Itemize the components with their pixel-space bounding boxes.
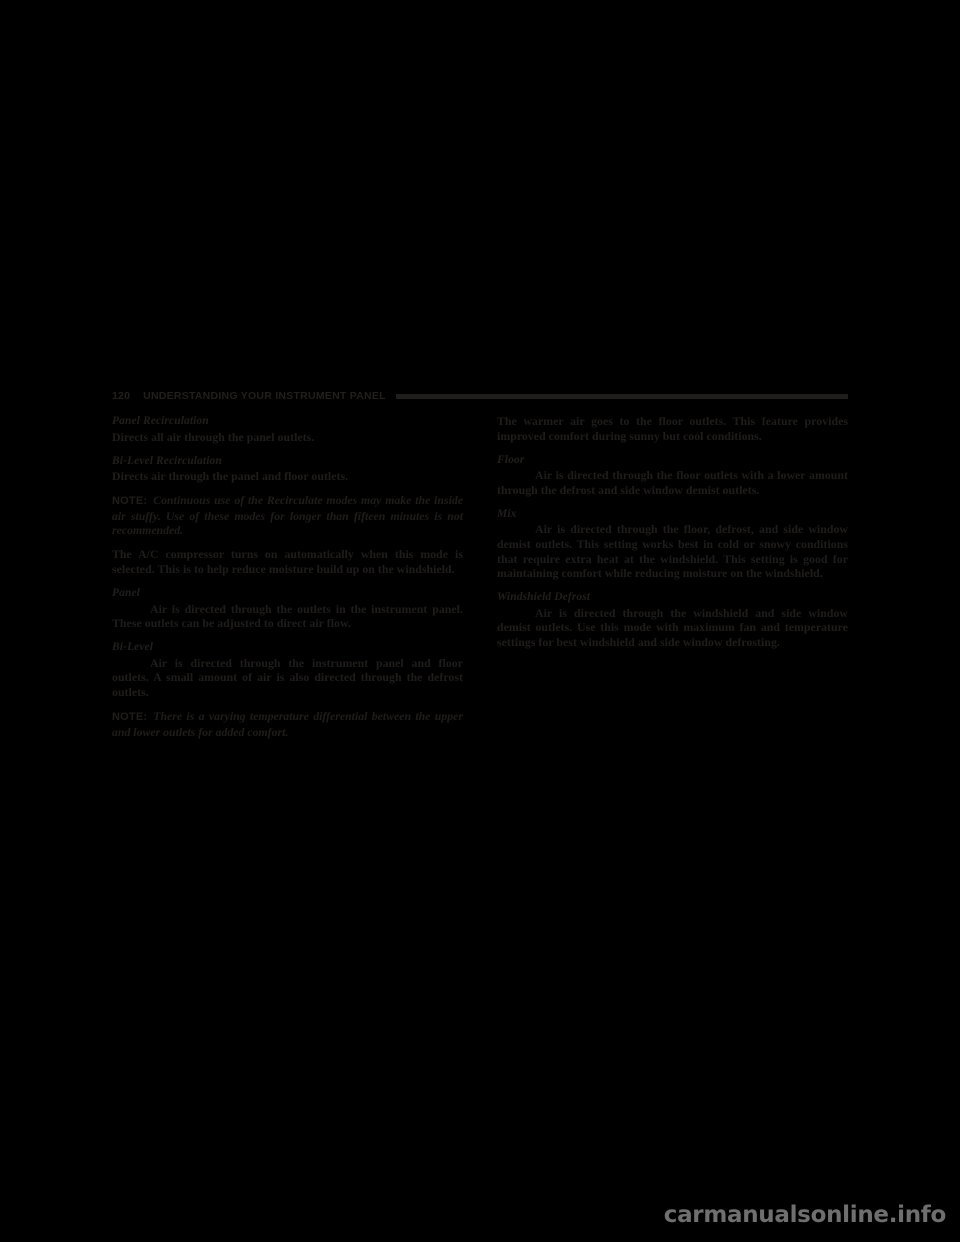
section-windshield-defrost xyxy=(497,590,848,649)
paragraph-warmer-air-block xyxy=(497,414,848,443)
paragraph-panel-recirculation: Directs all air through the panel outlets. xyxy=(112,429,315,444)
left-column xyxy=(112,414,463,739)
paragraph-bilevel-recirculation: Directs air through the panel and floor outlets. xyxy=(112,469,349,484)
section-bilevel xyxy=(112,640,463,699)
right-column xyxy=(497,414,848,739)
heading-mix: Mix xyxy=(497,507,517,520)
note-body: There is a varying temperature differential between the upper and lower outlets for added comfort. xyxy=(112,709,463,739)
paragraph-warmer-air: The warmer air goes to the floor outlets. This feature provides improved comfort during sunny but cool conditions. xyxy=(497,414,848,443)
note-paragraph xyxy=(112,493,463,538)
heading-panel: Panel xyxy=(112,587,140,600)
heading-panel-recirculation: Panel Recirculation xyxy=(112,415,209,427)
section-mix xyxy=(497,507,848,581)
heading-windshield-defrost: Windshield Defrost xyxy=(497,591,591,604)
header-rule xyxy=(396,394,848,399)
section-panel xyxy=(112,586,463,631)
paragraph-ac-compressor: The A/C compressor turns on automatically when this mode is selected. This is to help reduce moisture build up on the windshield. xyxy=(112,547,463,577)
paragraph-windshield-defrost: Air is directed through the windshield and side window demist outlets. Use this mode with maximum fan and temperature settings for best windshield and side window defrosting. xyxy=(497,605,848,649)
section-floor xyxy=(497,453,848,498)
running-header xyxy=(112,388,848,404)
heading-floor: Floor xyxy=(497,453,525,466)
page-number: 120 xyxy=(112,390,131,402)
note-body: Continuous use of the Recirculate modes may make the inside air stuffy. Use of these modes for longer than fifteen minutes is not recommended. xyxy=(112,493,463,538)
running-header-title: UNDERSTANDING YOUR INSTRUMENT PANEL xyxy=(143,390,386,402)
note-recirculate-stuffy xyxy=(112,493,463,538)
note-label: NOTE: xyxy=(112,711,148,724)
heading-bilevel-recirculation: Bi-Level Recirculation xyxy=(112,454,222,467)
section-bilevel-recirculation xyxy=(112,454,463,484)
section-panel-recirculation xyxy=(112,414,463,444)
paragraph-ac-compressor-block xyxy=(112,547,463,576)
site-watermark: carmanualsonline.info xyxy=(663,1202,946,1228)
paragraph-bilevel: Air is directed through the instrument panel and floor outlets. A small amount of air is also directed through the defrost outlets. xyxy=(112,655,463,700)
note-paragraph xyxy=(112,709,463,739)
note-temperature-differential xyxy=(112,709,463,739)
heading-bilevel: Bi-Level xyxy=(112,641,154,654)
paragraph-mix: Air is directed through the floor, defrost, and side window demist outlets. This setting works best in cold or snowy conditions that require extra heat at the windshield. This setting is good for maintaining comfort while reducing moisture on the windshield. xyxy=(497,522,848,581)
paragraph-floor: Air is directed through the floor outlets with a lower amount through the defrost and side window demist outlets. xyxy=(497,468,848,497)
body-columns xyxy=(112,414,848,739)
note-label: NOTE: xyxy=(112,495,148,508)
paragraph-panel: Air is directed through the outlets in the instrument panel. These outlets can be adjusted to direct air flow. xyxy=(112,601,463,631)
